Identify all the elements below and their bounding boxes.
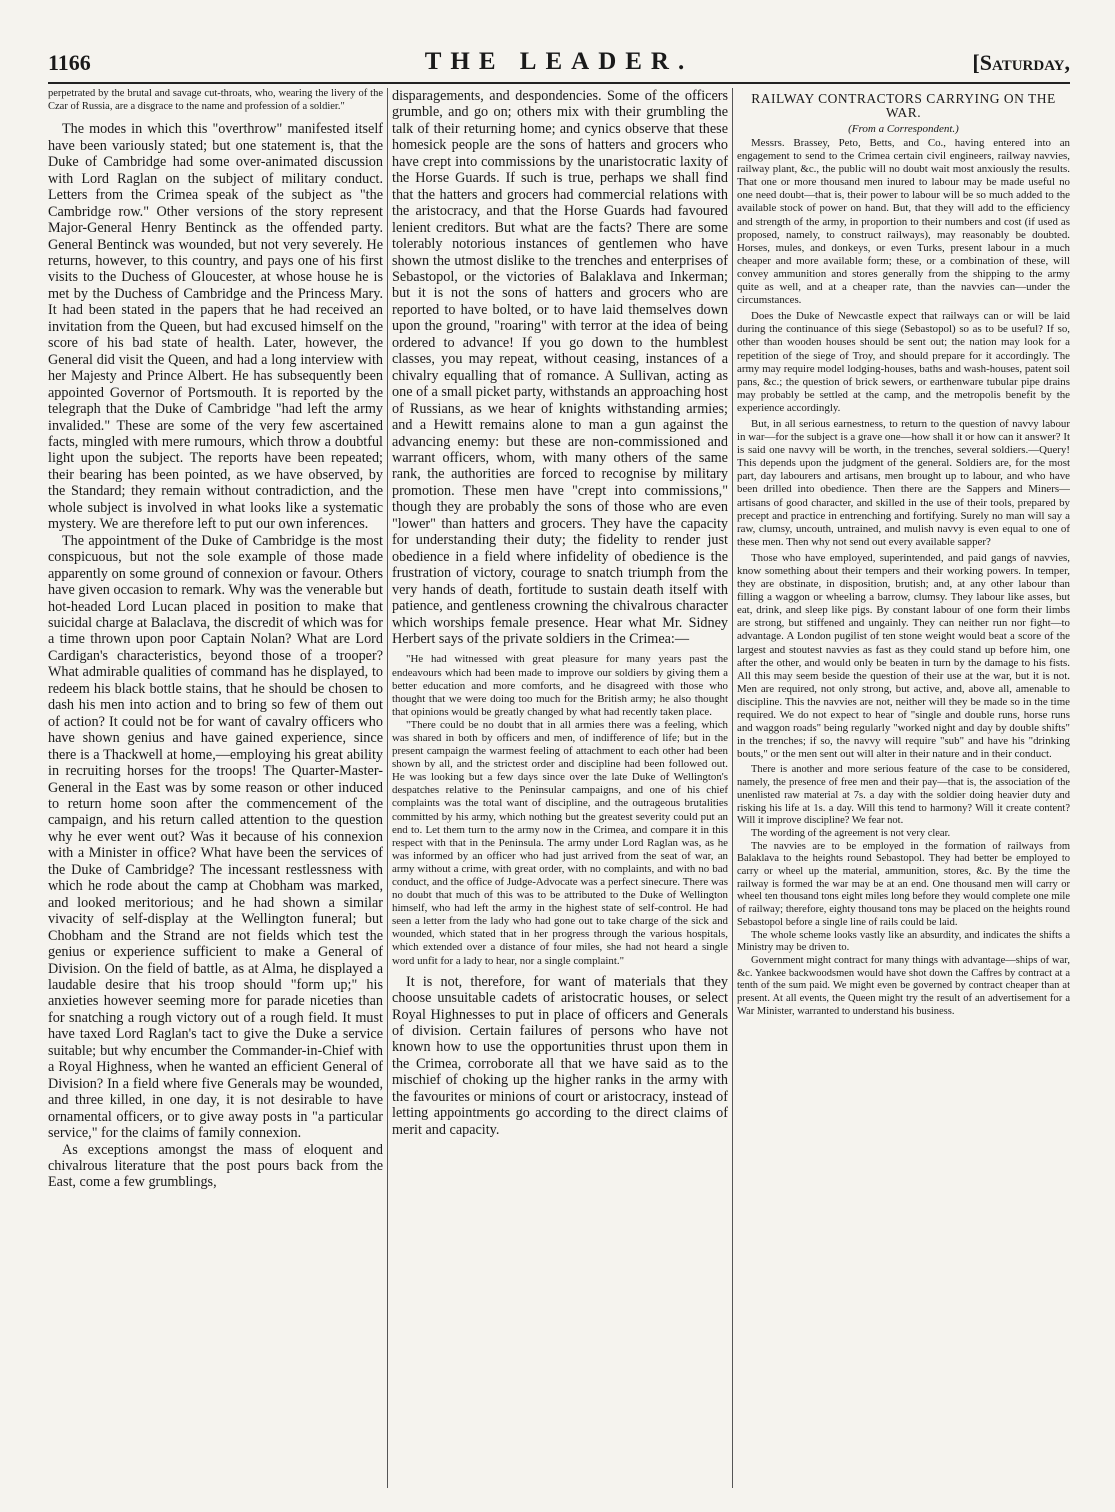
paragraph: It is not, therefore, for want of materials that they choose unsuitable cadets of aristocratic houses, or select Royal Highnesses to put in place of officers and Generals of division. Certain failures of persons who have not known how to use the opportunities thrust upon them in the Crimea, corroborate all that we have said as to the mischief of choking up the higher ranks in the army with the favourites or minions of court or aristocracy, instead of letting appointments go according to the direct claims of merit and capacity. xyxy=(392,973,728,1138)
article-byline: (From a Correspondent.) xyxy=(848,123,959,135)
paragraph: Does the Duke of Newcastle expect that railways can or will be laid during the continuance of this siege (Sebastopol) so as to be useful? If so, other than wooden houses should be sent out; the nation may look for a repetition of the siege of Troy, and should prepare for it accordingly. The army may require model lodging-houses, baths and wash-houses, patent soil pans, &c.; the question of brick sewers, or earthenware tubular pipe drains may probably be settled at the camp, and the metropolis benefit by the experience accordingly. xyxy=(737,310,1070,414)
column-2 xyxy=(392,88,728,1138)
paragraph: But, in all serious earnestness, to return to the question of navvy labour in war—for the subject is a grave one—how shall it or how can it answer? It is said one navvy will be worth, in the trenches, several soldiers.—Query! This depends upon the judgment of the general. Soldiers are, for the most part, day labourers and artisans, men brought up to labour, and who have been drilled into obedience. Then there are the Sappers and Miners—artisans of good character, and skilled in the use of their tools, prepared by precept and practice in entrenching and fortifying. Surely no man will say a raw, clumsy, uncouth, untrained, and mulish navvy is even equal to one of these men. Then why not send out every available sapper? xyxy=(737,417,1070,548)
paragraph: Messrs. Brassey, Peto, Betts, and Co., having entered into an engagement to send to the Crimea certain civil engineers, railway navvies, railway plant, &c., the public will no doubt wait most anxiously the results. That one or more thousand men inured to labour may be made useful no one need doubt—that is, their power to labour will be so much added to the available stock of power on hand. But, that they will add to the efficiency and strength of the army, in proportion to their numbers and cost (if used as proposed, namely, to construct railways), may reasonably be doubted. Horses, mules, and donkeys, or even Turks, present labour in a much cheaper and more available form; these, or a combination of these, will convey ammunition and stores generally from the shipping to the army quite as well, and at a cheaper rate, than the navvies can—under the circumstances. xyxy=(737,137,1070,307)
column-3 xyxy=(737,88,1070,1018)
paragraph: Those who have employed, superintended, and paid gangs of navvies, know something about their tempers and their working powers. In temper, they are obstinate, in disposition, brutish; and, at any other labour than filling a waggon or wheeling a barrow, clumsy. They labour like asses, but eat, drink, and sleep like pigs. By constant labour of one form their limbs are strong, but stiffened and ungainly. They can neither run nor fight—to advantage. A London pugilist of ten stone weight would beat a score of the largest and stoutest navvies as fast as they could stand up before him, one after the other, and would only be beaten in turn by the damage to his fists. All this may seem beside the question of their use at the war, but it is not. Men are required, not only strong, but active, and, above all, amenable to discipline. This the navvies are not, neither will they be made so in the time required. We do not expect to hear of "single and double runs, horse runs and waggon roads" being regularly "worked night and day by double shifts" in the trenches; if so, the navvy will require "sub" and have his "drinking bouts," or the men sent out will alter in their nature and in their conduct. xyxy=(737,551,1070,761)
quotation: "He had witnessed with great pleasure for many years past the endeavours which had been made to improve our soldiers by giving them a better education and more comforts, and he disagreed with those who thought that we were doing too much for the British army; he also thought that opinions would be greatly changed by what had recently taken place. xyxy=(392,653,728,718)
paragraph: The modes in which this "overthrow" manifested itself have been variously stated; but one statement is, that the Duke of Cambridge had some over-animated discussion with Lord Raglan on the subject of military conduct. Letters from the Crimea speak of the subject as "the Cambridge row." Other versions of the story represent Major-General Henry Bentinck as the offended party. General Bentinck was wounded, but not very severely. He returns, however, to this country, and pays one of his first visits to the Duchess of Gloucester, at whose house he is met by the Duchess of Cambridge and the Princess Mary. It had been stated in the papers that he had received an invitation from the Queen, but had excused himself on the score of his bad state of health. Later, however, the General did visit the Queen, and had a long interview with her Majesty and Prince Albert. He has subsequently been appointed Governor of Portsmouth. It is reported by the telegraph that the Duke of Cambridge "had left the army invalided." These are some of the very few ascertained facts, mingled with mere rumours, which throw a doubtful light upon the subject. The reports have been repeated; their bearing has been pointed, as we have observed, by the Standard; they remain without contradiction, and the whole subject is involved in what looks like a systematic mystery. We are therefore left to put our own inferences. xyxy=(48,121,383,533)
paragraph: The wording of the agreement is not very clear. xyxy=(751,827,951,839)
column-divider xyxy=(732,88,733,1488)
column-1 xyxy=(48,88,383,1191)
quotation: "There could be no doubt that in all armies there was a feeling, which was shared in both by officers and men, of indifference of life; but in the present campaign the warmest feeling of attachment to each other had been shown by all, and the strictest order and discipline had been followed out. He was looking but a few days since over the late Duke of Wellington's despatches relative to the Peninsular campaigns, and one of his chief complaints was the total want of discipline, and the outrageous brutalities committed by his army, which nothing but the greatest severity could put an end to. Let them turn to the army now in the Crimea, and compare it in this respect with that in the Peninsula. The army under Lord Raglan was, as he was informed by an officer who had just arrived from the seat of war, an army without a crime, with great order, with no complaints, and with no bad conduct, and the office of Judge-Advocate was a perfect sinecure. There was no doubt that much of this was to be attributed to the Duke of Wellington himself, who had left the army in the highest state of self-control. He had seen a letter from the lady who had gone out to take charge of the sick and wounded, which stated that in her progress through the various hospitals, which extended over a distance of four miles, she had not heard a single word unfit for a lady to hear, nor a single complaint." xyxy=(392,718,728,967)
paragraph: disparagements, and despondencies. Some of the officers grumble, and go on; others mix with their grumbling the talk of their returning home; and cynics observe that these homesick people are the sons of hatters and grocers who have crept into commissions by the unaristocratic laxity of the Horse Guards. If such is true, perhaps we shall find that the hatters and grocers had commercial relations with the aristocracy, and that the Horse Guards had favoured lenient creditors. But what are the facts? There are some tolerably notorious instances of gentlemen who have shown the utmost dislike to the trenches and enterprises of Sebastopol, or the victories of Balaklava and Inkerman; but it is not the sons of hatters and grocers who are reported to have bolted, or to have laid themselves down upon the ground, "roaring" with terror at the idea of being ordered to advance! If you go down to the humblest classes, you may repeat, without ceasing, instances of a chivalry equalling that of romance. A Sullivan, acting as one of a small picket party, withstands an approaching host of Russians, as we hear of knights withstanding armies; and a Hewitt remains alone to man a gun against the advancing enemy: but these are non-commissioned and warrant officers, whom, with many others of the same rank, the authorities are forced to recognise by military promotion. These men have "crept into commissions," though they are probably the sons of those who are even "lower" than hatters and grocers. They have the capacity for understanding their duty; the fidelity to render just obedience in a field where infidelity of obedience is the frustration of victory, courage to snatch triumph from the very hands of death, fortitude to sustain death itself with patience, and gentleness crowning the chivalrous character which worships female presence. Hear what Mr. Sidney Herbert says of the private soldiers in the Crimea:— xyxy=(392,88,728,647)
masthead xyxy=(48,48,1070,78)
column-divider xyxy=(387,88,388,1488)
header-rule xyxy=(48,82,1070,84)
paragraph: The whole scheme looks vastly like an absurdity, and indicates the shifts a Ministry may be driven to. xyxy=(737,929,1070,954)
paragraph: Government might contract for many things with advantage—ships of war, &c. Yankee backwoodsmen would have shot down the Caffres by contract at a tenth of the sum paid. We might even be governed by contract cheaper than at present. At all events, the Queen might try the result of an advertisement for a War Minister, warranted to understand his business. xyxy=(737,954,1070,1017)
page-number: 1166 xyxy=(48,50,91,75)
paragraph: There is another and more serious feature of the case to be considered, namely, the presence of free men and their pay—that is, the association of the unenlisted raw material at 7s. a day with the soldier doing heavier duty and risking his life at 1s. a day. Will this tend to harmony? Will it create content? Will it improve discipline? We fear not. xyxy=(737,764,1070,827)
article-heading: RAILWAY CONTRACTORS CARRYING ON THE WAR. xyxy=(751,91,1056,120)
issue-day: [Saturday, xyxy=(972,50,1070,75)
newspaper-title: THE LEADER. xyxy=(424,48,694,75)
paragraph: The appointment of the Duke of Cambridge is the most conspicuous, but not the sole example of those made apparently on some ground of connexion or favour. Others have given occasion to remark. Why was the venerable but hot-headed Lord Lucan placed in position to make that suicidal charge at Balaclava, the discredit of which was for a time thrown upon poor Captain Nolan? What are Lord Cardigan's characteristics, beyond those of a trooper? What admirable qualities of command has he displayed, to redeem his black bottle stains, that he should be chosen to dash his men into action and to bring so few of them out of action? It could not be for want of cavalry officers who have shown genius and have gained experience, since there is a Thackwell at home,—employing his great ability in recruiting horses for the troops! The Quarter-Master-General in the East was by some reason or other induced to return home soon after the commencement of the campaign, and his return called attention to the question why he ever went out? Was it because of his connexion with a Minister in office? What have been the services of the Duke of Cambridge? The incessant restlessness with which he rode about the camp at Chobham was marked, and looked meritorious; and he had shown a similar vivacity of self-display at the Wellington funeral; but Chobham and the Strand are not fields which test the genius or experience sufficient to make a General of Division. On the field of battle, as at Alma, he displayed a laudable desire that his troop should "form up;" his anxieties however seeming more for parade niceties than for snatching a rough victory out of a rough field. It must have taxed Lord Raglan's tact to give the Duke a service suitable; but why encumber the Commander-in-Chief with a Royal Highness, when he wanted an efficient General of Division? In a field where five Generals may be wounded, and three killed, in one day, it is not desirable to have ornamental officers, or to give away posts in "a particular service," for the claims of family connexion. xyxy=(48,532,383,1142)
paragraph: As exceptions amongst the mass of eloquent and chivalrous literature that the post pours back from the East, come a few grumblings, xyxy=(48,1141,383,1191)
quote-ending: perpetrated by the brutal and savage cut-throats, who, wearing the livery of the Czar of Russia, are a disgrace to the name and profession of a soldier." xyxy=(48,88,383,112)
paragraph: The navvies are to be employed in the formation of railways from Balaklava to the heights round Sebastopol. They had better be employed to carry or wheel up the material, ammunition, stores, &c. By the time the railway is formed the war may be at an end. One thousand men will carry or wheel ten thousand tons eight miles long before they would complete one mile of railway; therefore, eighty thousand tons may be placed on the heights round Sebastopol before a single line of rails could be laid. xyxy=(737,840,1070,928)
